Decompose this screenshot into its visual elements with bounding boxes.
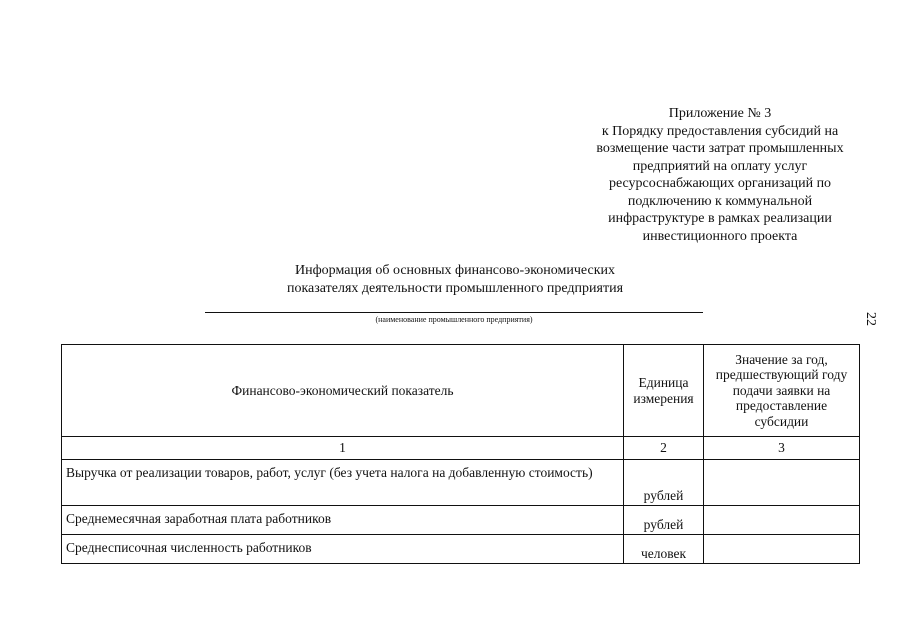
row-indicator: Среднемесячная заработная плата работников xyxy=(62,506,624,535)
page-number: 22 xyxy=(863,312,878,326)
appendix-line: ресурсоснабжающих организаций по xyxy=(608,176,832,191)
row-unit: рублей xyxy=(624,506,704,535)
row-value-cell[interactable] xyxy=(704,506,860,535)
appendix-line: подключению к коммунальной xyxy=(627,193,813,209)
appendix-line: Приложение № 3 xyxy=(668,106,772,121)
row-indicator: Выручка от реализации товаров, работ, услуг (без учета налога на добавленную стоимость) xyxy=(62,460,624,506)
row-indicator: Среднесписочная численность работников xyxy=(62,535,624,564)
column-number: 3 xyxy=(704,437,860,460)
row-value-cell[interactable] xyxy=(704,460,860,506)
appendix-line: инфраструктуре в рамках реализации xyxy=(608,211,832,226)
document-title xyxy=(200,262,710,298)
row-unit: рублей xyxy=(624,460,704,506)
row-unit: человек xyxy=(624,535,704,564)
title-line-1: Информация об основных финансово-экономических xyxy=(295,263,615,278)
appendix-header xyxy=(580,105,860,245)
column-number: 2 xyxy=(624,437,704,460)
table-row xyxy=(62,506,860,535)
indicators-table xyxy=(61,344,860,564)
header-value: Значение за год, предшествующий году подачи заявки на предоставление субсидии xyxy=(704,345,860,437)
header-indicator: Финансово-экономический показатель xyxy=(62,345,624,437)
appendix-line: к Порядку предоставления субсидий на xyxy=(601,123,839,139)
column-number: 1 xyxy=(62,437,624,460)
appendix-line: возмещение части затрат промышленных xyxy=(596,141,844,156)
appendix-line: предприятий на оплату услуг xyxy=(632,158,808,174)
row-value-cell[interactable] xyxy=(704,535,860,564)
table-row xyxy=(62,535,860,564)
enterprise-name-line xyxy=(205,312,703,313)
header-unit: Единица измерения xyxy=(624,345,704,437)
title-line-2: показателях деятельности промышленного предприятия xyxy=(286,281,624,296)
appendix-line: инвестиционного проекта xyxy=(642,228,798,244)
enterprise-name-caption: (наименование промышленного предприятия) xyxy=(375,315,533,324)
column-number-row xyxy=(62,437,860,460)
table-header-row xyxy=(62,345,860,437)
table-row xyxy=(62,460,860,506)
